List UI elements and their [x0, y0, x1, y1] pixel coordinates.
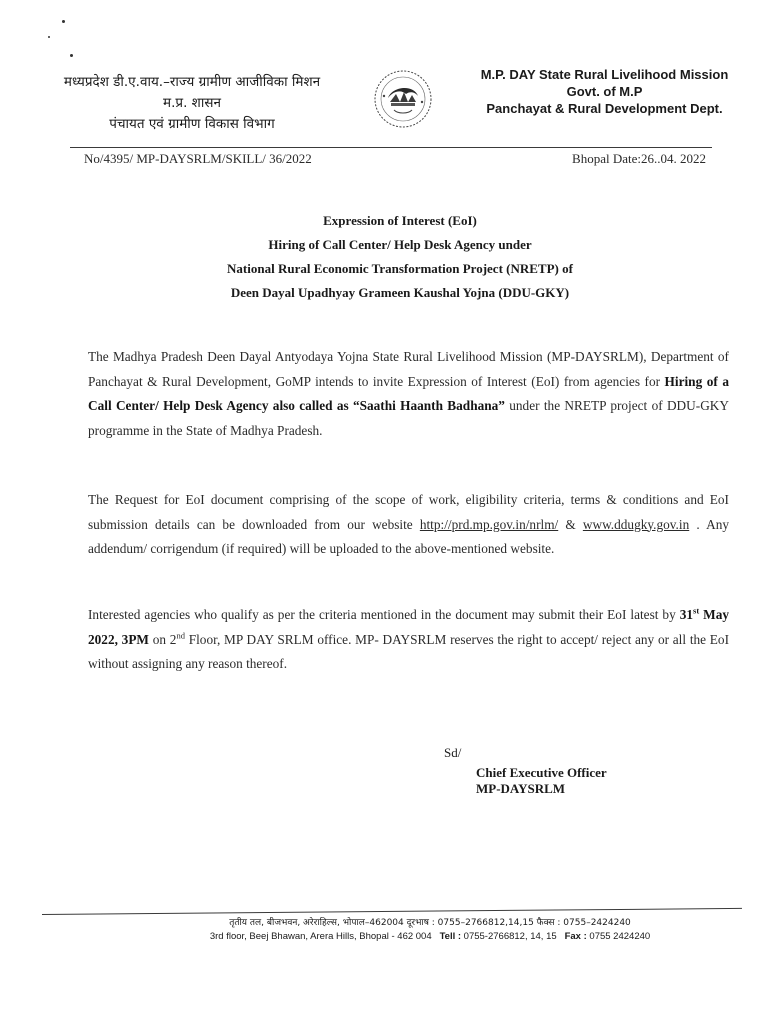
p2-text-a: The Request for EoI document comprising of the scope of work, eligibility criteria, terms & conditions and EoI submission details can be downloaded from our website [88, 492, 729, 532]
body-paragraph-2 [88, 488, 729, 562]
deadline-day-suffix: st [693, 605, 700, 616]
scan-speck [70, 54, 73, 57]
deadline-rest: May 2022, 3PM [88, 607, 729, 647]
header-english-block [452, 66, 757, 117]
footer-english-line [150, 930, 710, 944]
footer-divider [42, 908, 742, 915]
nrlm-website-link[interactable]: http://prd.mp.gov.in/nrlm/ [419, 516, 559, 532]
signatory-block [476, 765, 607, 797]
header-english-line-3: Panchayat & Rural Development Dept. [486, 101, 723, 116]
srlm-emblem-icon [370, 68, 436, 130]
footer-address [150, 916, 710, 944]
footer-tel-value: 0755-2766812, 14, 15 [463, 931, 557, 942]
p3-on-floor: on 2 [149, 631, 177, 647]
signatory-designation: Chief Executive Officer [476, 765, 607, 780]
signature-sd: Sd/ [444, 745, 462, 760]
footer-fax-value: 0755 2424240 [589, 931, 651, 942]
signatory-org: MP-DAYSRLM [476, 781, 566, 796]
header-hindi-block [22, 72, 362, 135]
ddugky-website-link[interactable]: www.ddugky.gov.in [582, 516, 690, 532]
p3-text-b: Floor, MP DAY SRLM office. MP- DAYSRLM reserves the right to accept/ reject any or all the EoI without assigning any reason thereof. [88, 631, 730, 671]
p2-amp: & [558, 516, 583, 532]
header-hindi-line-3: पंचायत एवं ग्रामीण विकास विभाग [109, 116, 275, 132]
p1-text-a: The Madhya Pradesh Deen Dayal Antyodaya Yojna State Rural Livelihood Mission (MP-DAYSRLM), Department of Panchayat & Rural Development, GoMP intends to invite Expression of Interest (EoI) from agencies for [88, 349, 729, 389]
body-paragraph-3 [88, 603, 729, 677]
header-hindi-line-2: म.प्र. शासन [163, 95, 221, 111]
reference-date: Bhopal Date:26..04. 2022 [572, 151, 706, 166]
p2-text-b: . Any addendum/ corrigendum (if required) will be uploaded to the above-mentioned website. [88, 516, 729, 556]
footer-fax-label: Fax : [564, 931, 587, 942]
p1-bold-agency: Hiring of a Call Center/ Help Desk Agency also called as “Saathi Haanth Badhana” [88, 373, 729, 413]
header-english-line-1: M.P. DAY State Rural Livelihood Mission [480, 67, 729, 82]
header-hindi-line-1: मध्यप्रदेश डी.ए.वाय.–राज्य ग्रामीण आजीविका मिशन [63, 74, 321, 90]
body-paragraph-1 [88, 345, 729, 443]
title-line-2: Hiring of Call Center/ Help Desk Agency under [268, 237, 532, 252]
footer-tel-label: Tell : [439, 931, 462, 942]
title-line-1: Expression of Interest (EoI) [323, 213, 477, 228]
p3-text-a: Interested agencies who qualify as per the criteria mentioned in the document may submit their EoI latest by [88, 607, 680, 622]
deadline-day: 31 [679, 607, 694, 622]
scan-speck [62, 20, 65, 23]
title-line-4: Deen Dayal Upadhyay Grameen Kaushal Yojna (DDU-GKY) [230, 285, 570, 300]
header-divider [70, 147, 712, 148]
title-line-3: National Rural Economic Transformation Project (NRETP) of [227, 261, 573, 276]
footer-english-address: 3rd floor, Beej Bhawan, Arera Hills, Bhopal - 462 004 [209, 931, 432, 942]
scan-speck [48, 36, 50, 38]
header-english-line-2: Govt. of M.P [566, 84, 643, 99]
reference-number: No/4395/ MP-DAYSRLM/SKILL/ 36/2022 [84, 151, 312, 166]
footer-hindi-line: तृतीय तल, बीजभवन, अरेराहिल्स, भोपाल–462004 दूरभाष : 0755–2766812,14,15 फैक्स : 0755–2424240 [229, 918, 631, 928]
floor-suffix: nd [176, 630, 185, 641]
p1-text-b: under the NRETP project of DDU-GKY programme in the State of Madhya Pradesh. [88, 398, 729, 438]
document-title [120, 209, 680, 305]
